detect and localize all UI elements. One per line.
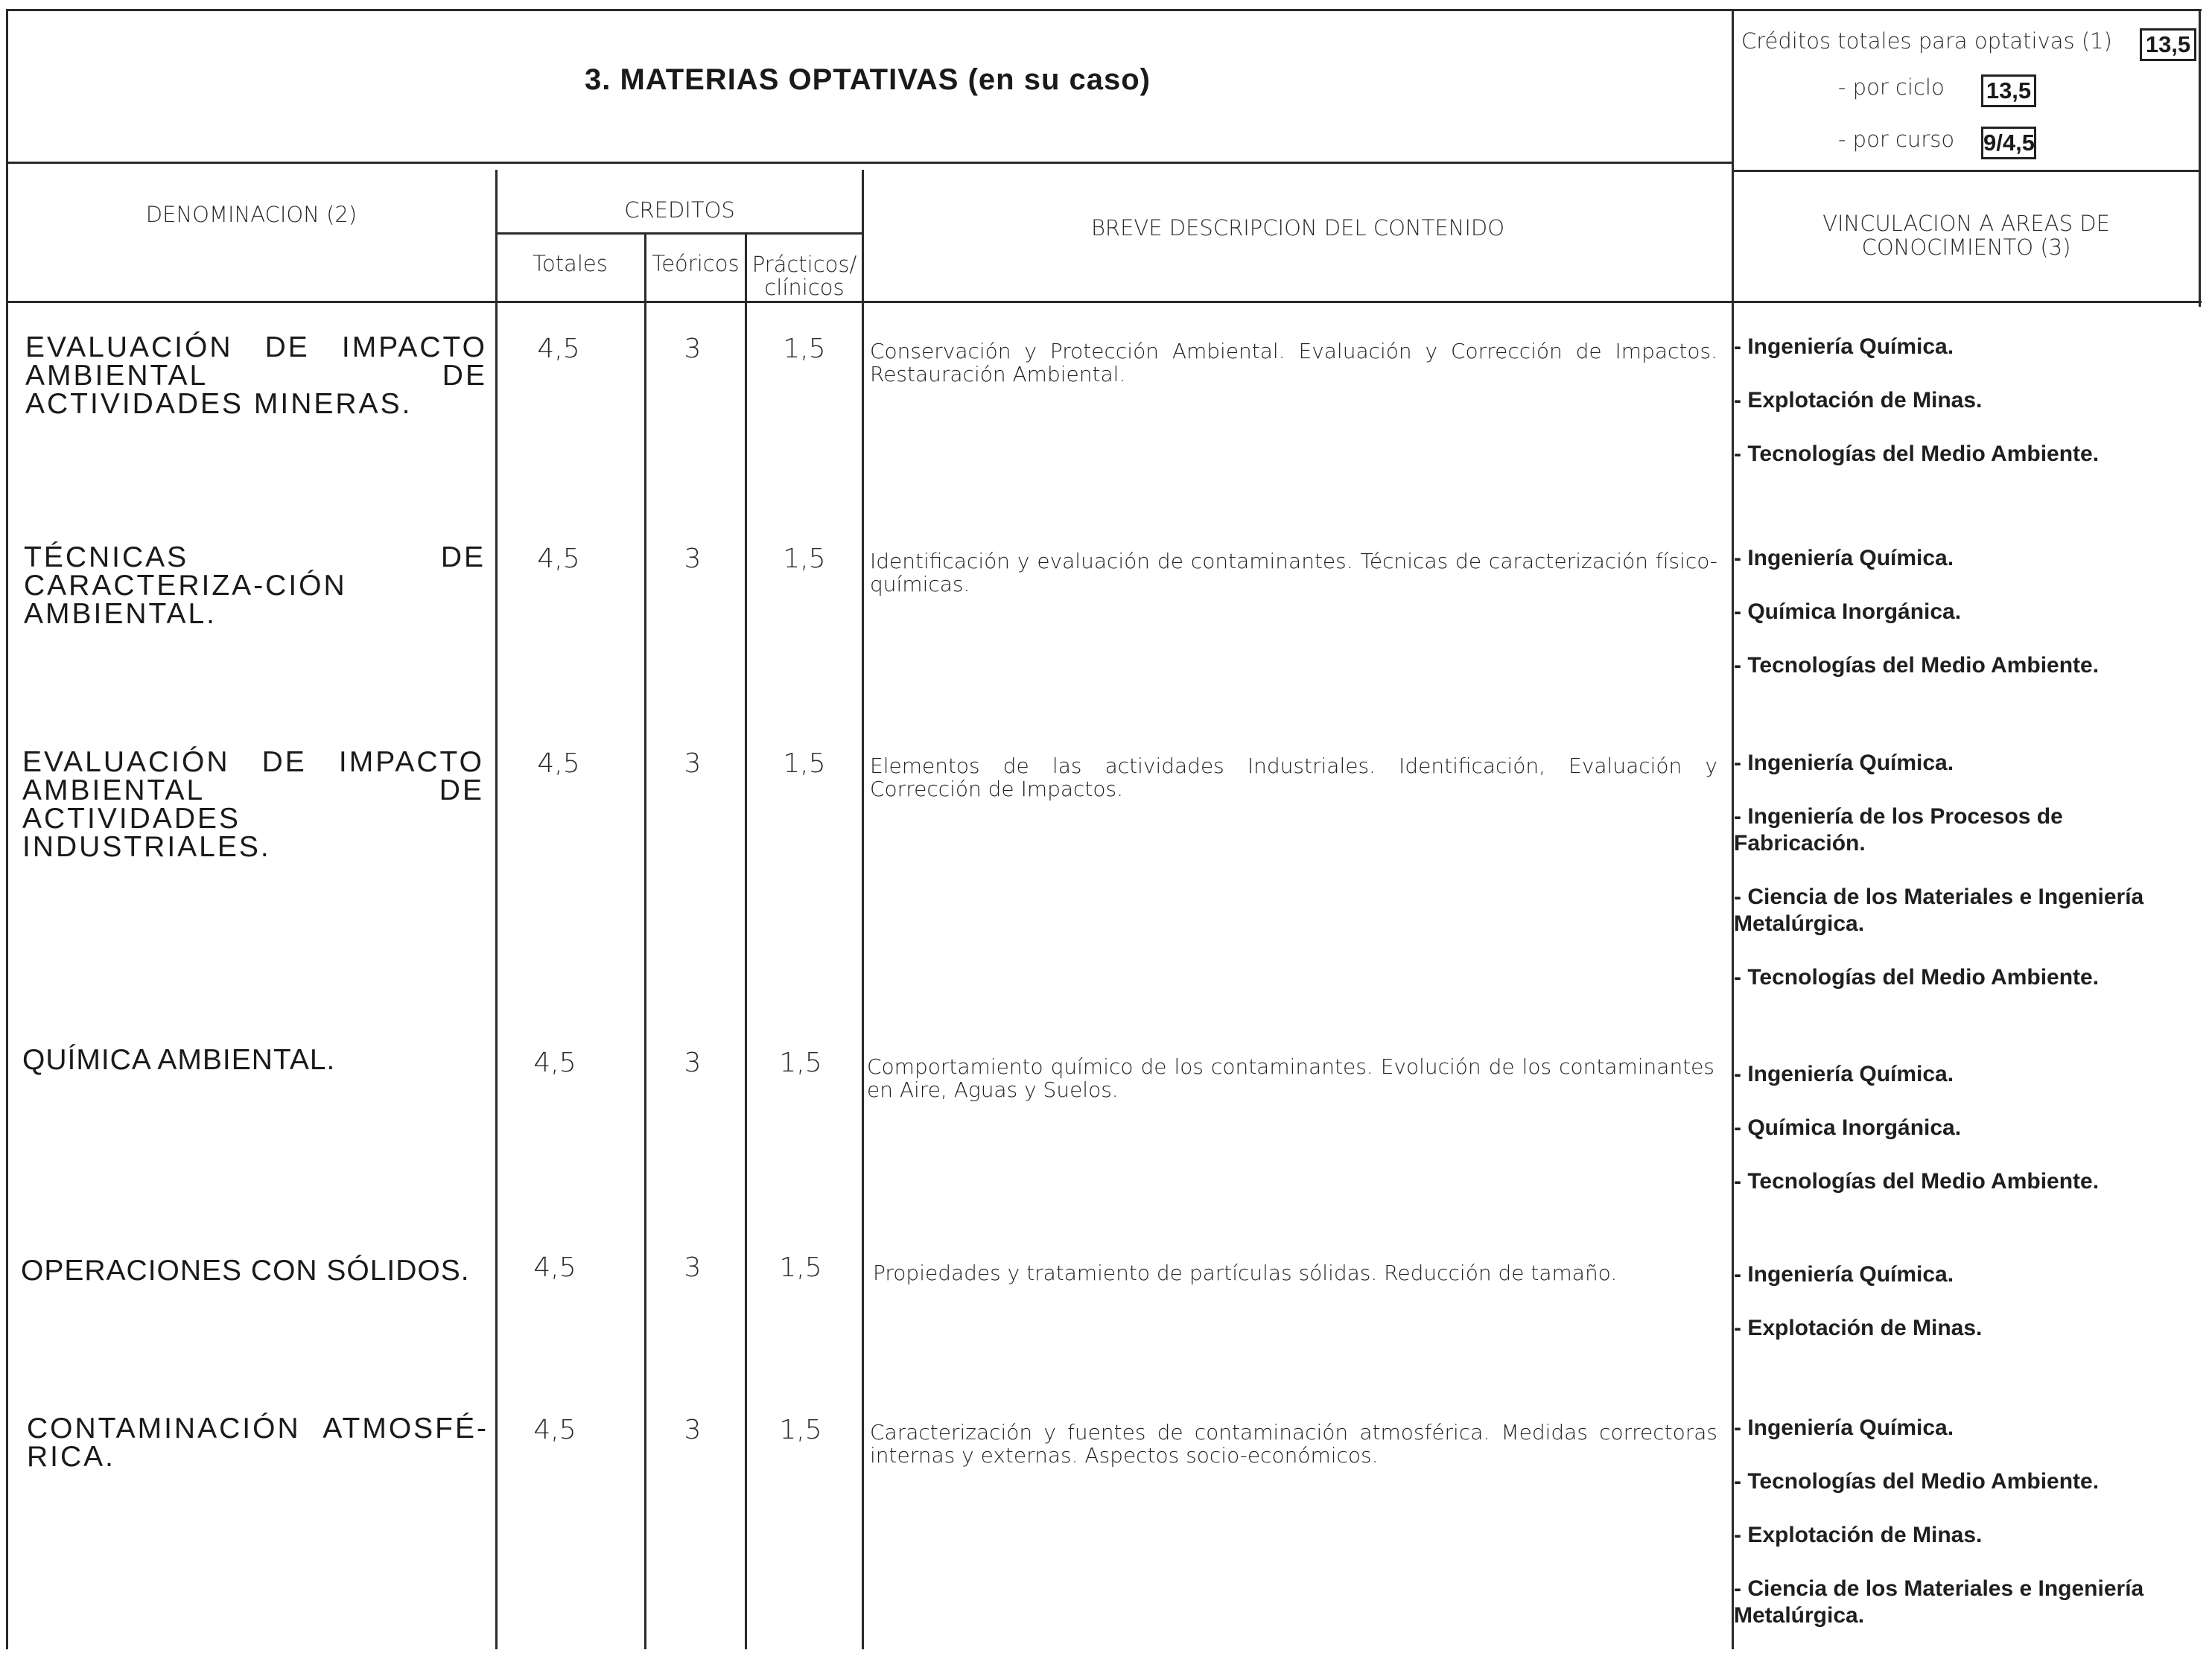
- area-item: - Ingeniería Química.: [1734, 751, 1954, 775]
- row-totales: 4,5: [537, 544, 580, 574]
- col-header-practicos-line2: clínicos: [764, 275, 845, 300]
- row-practicos: 1,5: [779, 1048, 822, 1078]
- area-item: - Ingeniería Química.: [1734, 1262, 1954, 1287]
- row-practicos: 1,5: [779, 1415, 822, 1445]
- total-credits-value: 13,5: [2140, 28, 2196, 61]
- right-border: [2199, 9, 2201, 307]
- col-header-creditos: CREDITOS: [624, 197, 735, 223]
- col-practicos-left: [745, 232, 747, 1649]
- row-teoricos: 3: [684, 1415, 702, 1445]
- col-header-denominacion: DENOMINACION (2): [145, 202, 357, 227]
- col-header-totales: Totales: [533, 251, 608, 276]
- row-totales: 4,5: [533, 1252, 576, 1283]
- row-descripcion: Comportamiento químico de los contaminantes. Evolución de los contaminantes en Aire, Aguas y Suelos.: [867, 1054, 1714, 1102]
- row-teoricos: 3: [684, 544, 702, 574]
- area-item: - Tecnologías del Medio Ambiente.: [1734, 1469, 2100, 1494]
- area-item: - Explotación de Minas.: [1734, 1523, 1983, 1547]
- row-denominacion: EVALUACIÓN DE IMPACTO AMBIENTAL DE ACTIVIDADES MINERAS.: [25, 331, 487, 420]
- col-header-practicos-line1: Prácticos/: [751, 252, 857, 277]
- column-header-bottom-line: [6, 301, 2202, 303]
- header-bottom-line: [6, 162, 1734, 164]
- col-creditos-left: [495, 170, 498, 1649]
- total-credits-label: Créditos totales para optativas (1): [1741, 28, 2112, 54]
- creditos-subheader-line: [495, 232, 864, 235]
- row-teoricos: 3: [684, 1252, 702, 1283]
- row-descripcion: Elementos de las actividades Industriales. Identificación, Evaluación y Corrección de Impactos.: [870, 754, 1717, 801]
- row-areas-list: [1734, 1261, 2173, 1369]
- area-item: - Ingeniería Química.: [1734, 1415, 1954, 1440]
- area-item: - Ingeniería de los Procesos de Fabricación.: [1734, 804, 2063, 856]
- area-item: - Explotación de Minas.: [1734, 388, 1983, 413]
- area-item: - Ciencia de los Materiales e Ingeniería Metalúrgica.: [1734, 1576, 2144, 1628]
- row-denominacion: QUÍMICA AMBIENTAL.: [22, 1044, 336, 1076]
- credits-per-course-value: 9/4,5: [1981, 127, 2036, 159]
- row-denominacion: OPERACIONES CON SÓLIDOS.: [21, 1255, 470, 1287]
- area-item: - Explotación de Minas.: [1734, 1316, 1983, 1340]
- row-teoricos: 3: [684, 748, 702, 779]
- credits-per-course-label: - por curso: [1838, 127, 1955, 152]
- row-totales: 4,5: [537, 748, 580, 779]
- col-header-practicos: [746, 253, 862, 299]
- row-teoricos: 3: [684, 334, 702, 364]
- row-areas-list: [1734, 334, 2173, 494]
- row-totales: 4,5: [533, 1048, 576, 1078]
- row-practicos: 1,5: [783, 334, 826, 364]
- area-item: - Ingeniería Química.: [1734, 546, 1954, 570]
- row-practicos: 1,5: [783, 748, 826, 779]
- top-border: [6, 9, 2202, 11]
- row-teoricos: 3: [684, 1048, 702, 1078]
- row-denominacion: CONTAMINACIÓN ATMOSFÉ-RICA.: [27, 1413, 489, 1473]
- area-item: - Ingeniería Química.: [1734, 334, 1954, 359]
- row-areas-list: [1734, 1415, 2173, 1656]
- row-descripcion: Propiedades y tratamiento de partículas sólidas. Reducción de tamaño.: [873, 1261, 1618, 1285]
- row-denominacion: TÉCNICAS DE CARACTERIZA-CIÓN AMBIENTAL.: [24, 541, 486, 630]
- area-item: - Ciencia de los Materiales e Ingeniería Metalúrgica.: [1734, 885, 2144, 936]
- row-descripcion: Identificación y evaluación de contaminantes. Técnicas de caracterización físico-químicas.: [870, 549, 1717, 596]
- col-header-teoricos: Teóricos: [652, 251, 740, 276]
- credits-per-cycle-label: - por ciclo: [1838, 74, 1945, 100]
- row-areas-list: [1734, 750, 2173, 1018]
- row-descripcion: Caracterización y fuentes de contaminación atmosférica. Medidas correctoras internas y externas. Aspectos socio-económicos.: [870, 1420, 1717, 1468]
- row-totales: 4,5: [537, 334, 580, 364]
- area-item: - Tecnologías del Medio Ambiente.: [1734, 1169, 2100, 1194]
- left-border: [6, 9, 8, 1649]
- area-item: - Tecnologías del Medio Ambiente.: [1734, 965, 2100, 990]
- row-totales: 4,5: [533, 1415, 576, 1445]
- row-descripcion: Conservación y Protección Ambiental. Evaluación y Corrección de Impactos. Restauración Ambiental.: [870, 339, 1717, 386]
- row-denominacion: EVALUACIÓN DE IMPACTO AMBIENTAL DE ACTIVIDADES INDUSTRIALES.: [22, 746, 484, 863]
- col-teoricos-left: [644, 232, 646, 1649]
- area-item: - Química Inorgánica.: [1734, 1115, 1962, 1140]
- area-item: - Ingeniería Química.: [1734, 1062, 1954, 1086]
- row-areas-list: [1734, 1061, 2173, 1222]
- credits-per-cycle-value: 13,5: [1981, 74, 2036, 107]
- area-item: - Tecnologías del Medio Ambiente.: [1734, 653, 2100, 678]
- area-item: - Tecnologías del Medio Ambiente.: [1734, 442, 2100, 466]
- area-item: - Química Inorgánica.: [1734, 599, 1962, 624]
- row-areas-list: [1734, 545, 2173, 706]
- col-header-descripcion: BREVE DESCRIPCION DEL CONTENIDO: [1090, 215, 1505, 241]
- row-practicos: 1,5: [779, 1252, 822, 1283]
- col-header-vinculacion-line2: CONOCIMIENTO (3): [1861, 235, 2071, 260]
- row-practicos: 1,5: [783, 544, 826, 574]
- col-descripcion-left: [862, 170, 864, 1649]
- page-title: 3. MATERIAS OPTATIVAS (en su caso): [584, 63, 1151, 96]
- col-header-vinculacion-line1: VINCULACION A AREAS DE: [1822, 211, 2110, 236]
- header-right-bottom-line: [1732, 170, 2201, 172]
- col-header-vinculacion: [1735, 211, 2197, 259]
